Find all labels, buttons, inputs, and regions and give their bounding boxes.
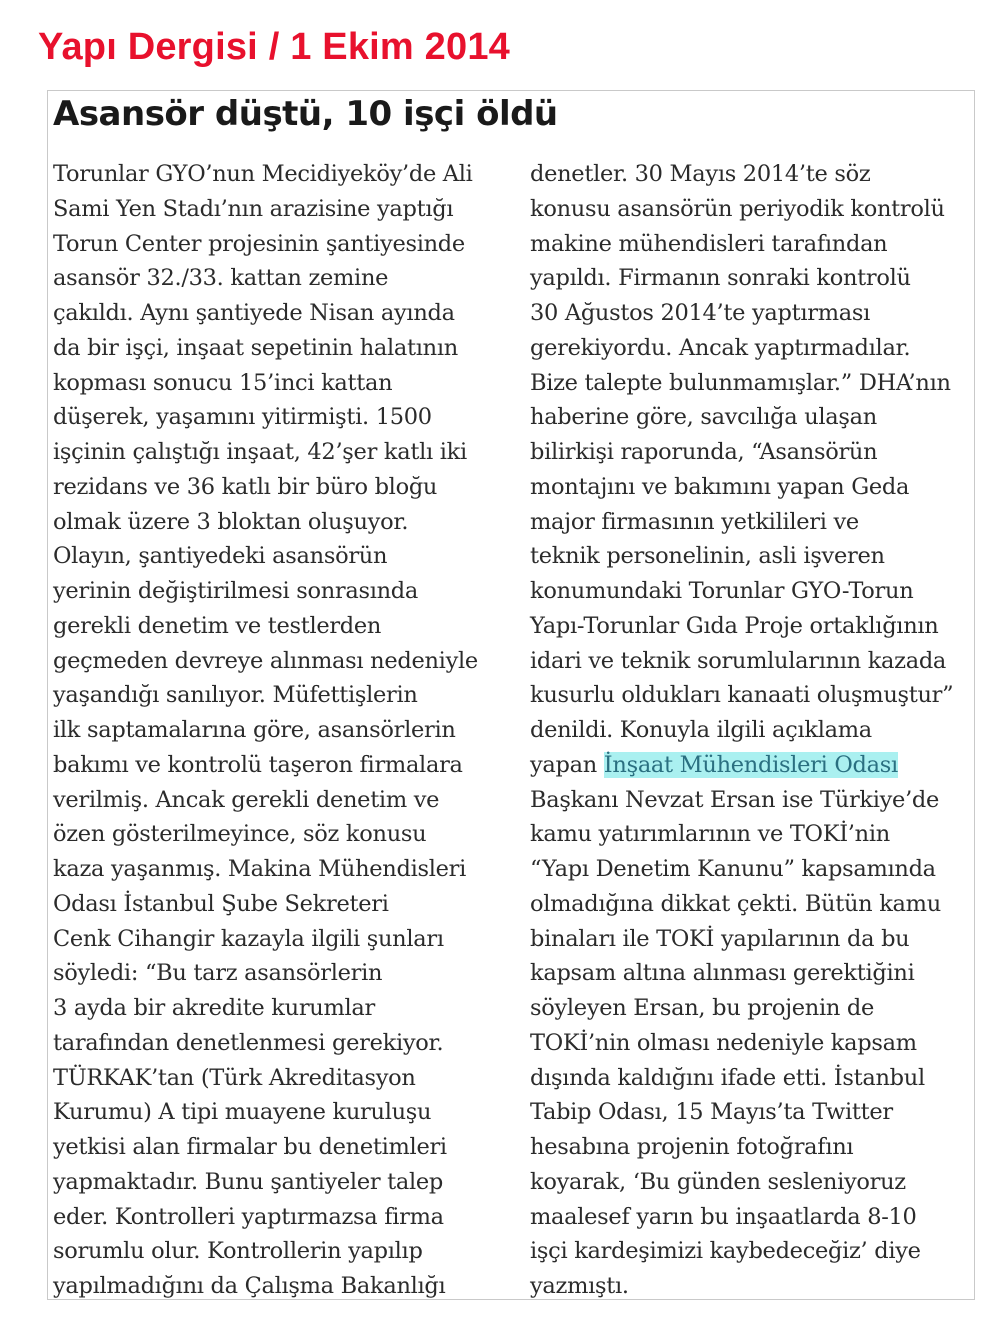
article-line: kapsam altına alınması gerektiğini	[530, 960, 915, 987]
article-line: gerekiyordu. Ancak yaptırmadılar.	[530, 334, 911, 361]
article-line: Torun Center projesinin şantiyesinde	[53, 230, 465, 257]
article-line: tarafından denetlenmesi gerekiyor.	[53, 1029, 444, 1056]
article-line: haberine göre, savcılığa ulaşan	[530, 404, 877, 431]
article-line: koyarak, ‘Bu günden sesleniyoruz	[530, 1168, 906, 1195]
article-line: denildi. Konuyla ilgili açıklama	[530, 717, 872, 743]
article-line: işçinin çalıştığı inşaat, 42’şer katlı iki	[53, 439, 467, 465]
article-line-highlighted	[530, 748, 976, 783]
article-line: “Yapı Denetim Kanunu” kapsamında	[530, 856, 936, 882]
article-line: düşerek, yaşamını yitirmişti. 1500	[53, 404, 432, 431]
article-line: dışında kaldığını ifade etti. İstanbul	[530, 1064, 925, 1091]
article-line: denetler. 30 Mayıs 2014’te söz	[530, 161, 871, 187]
article-line: geçmeden devreye alınması nedeniyle	[53, 647, 478, 674]
article-line: Yapı-Torunlar Gıda Proje ortaklığının	[530, 612, 939, 639]
article-line: kaza yaşanmış. Makina Mühendisleri	[53, 856, 467, 882]
article-line: eder. Kontrolleri yaptırmazsa firma	[53, 1203, 444, 1230]
article-line: bilirkişi raporunda, “Asansörün	[530, 439, 878, 465]
article-line: idari ve teknik sorumlularının kazada	[530, 647, 947, 674]
article-line: ilk saptamalarına göre, asansörlerin	[53, 717, 456, 743]
article-line: Olayın, şantiyedeki asansörün	[53, 543, 388, 570]
article-line: da bir işçi, inşaat sepetinin halatının	[53, 334, 458, 361]
article-line: TÜRKAK’tan (Türk Akreditasyon	[53, 1064, 416, 1091]
article-line: kusurlu oldukları kanaati oluşmuştur”	[530, 682, 954, 709]
article-line: 30 Ağustos 2014’te yaptırması	[530, 300, 870, 326]
article-line: yapılmadığını da Çalışma Bakanlığı	[53, 1273, 446, 1299]
article-line: hesabına projenin fotoğrafını	[530, 1134, 854, 1160]
article-line: yapıldı. Firmanın sonraki kontrolü	[530, 265, 911, 292]
article-line: söyledi: “Bu tarz asansörlerin	[53, 960, 383, 987]
article-line: Sami Yen Stadı’nın arazisine yaptığı	[53, 195, 454, 222]
article-line: kopması sonucu 15’inci kattan	[53, 369, 393, 396]
article-line: olmak üzere 3 bloktan oluşuyor.	[53, 508, 409, 535]
article-line: konumundaki Torunlar GYO-Torun	[530, 578, 914, 604]
article-column-right	[530, 157, 976, 1304]
source-header: Yapı Dergisi / 1 Ekim 2014	[38, 26, 511, 68]
article-line: makine mühendisleri tarafından	[530, 230, 888, 257]
article-line: yaşandığı sanılıyor. Müfettişlerin	[53, 682, 418, 709]
article-line: Tabip Odası, 15 Mayıs’ta Twitter	[530, 1099, 893, 1126]
highlight-prefix: yapan	[530, 751, 604, 778]
article-line: major firmasının yetkilileri ve	[530, 508, 859, 535]
article-line: Kurumu) A tipi muayene kuruluşu	[53, 1099, 432, 1126]
article-line: yapmaktadır. Bunu şantiyeler talep	[53, 1168, 444, 1195]
article-line: bakımı ve kontrolü taşeron firmalara	[53, 751, 463, 778]
article-line: gerekli denetim ve testlerden	[53, 612, 382, 639]
article-line: rezidans ve 36 katlı bir büro bloğu	[53, 473, 438, 500]
article-line: Başkanı Nevzat Ersan ise Türkiye’de	[530, 786, 940, 813]
article-line: yerinin değiştirilmesi sonrasında	[53, 578, 419, 604]
article-line: Odası İstanbul Şube Sekreteri	[53, 890, 389, 917]
article-line: asansör 32./33. kattan zemine	[53, 265, 389, 292]
article-line: montajını ve bakımını yapan Geda	[530, 473, 910, 500]
article-line: çakıldı. Aynı şantiyede Nisan ayında	[53, 300, 455, 326]
article-line: özen gösterilmeyince, söz konusu	[53, 821, 427, 848]
article-line: Cenk Cihangir kazayla ilgili şunları	[53, 925, 444, 952]
article-line: konusu asansörün periyodik kontrolü	[530, 195, 945, 222]
article-line: TOKİ’nin olması nedeniyle kapsam	[530, 1029, 917, 1056]
article-line: olmadığına dikkat çekti. Bütün kamu	[530, 890, 941, 917]
article-line: işçi kardeşimizi kaybedeceğiz’ diye	[530, 1238, 921, 1265]
article-line: binaları ile TOKİ yapılarının da bu	[530, 925, 910, 952]
article-clipping	[47, 90, 975, 1300]
article-line: kamu yatırımlarının ve TOKİ’nin	[530, 821, 890, 848]
article-line: teknik personelinin, asli işveren	[530, 543, 885, 570]
article-line: söyleyen Ersan, bu projenin de	[530, 995, 875, 1021]
article-line: Bize talepte bulunmamışlar.” DHA’nın	[530, 369, 951, 396]
highlighted-organization: İnşaat Mühendisleri Odası	[603, 751, 898, 778]
article-line: sorumlu olur. Kontrollerin yapılıp	[53, 1238, 423, 1265]
article-line: verilmiş. Ancak gerekli denetim ve	[53, 786, 440, 813]
article-line: maalesef yarın bu inşaatlarda 8-10	[530, 1203, 917, 1230]
article-line: yetkisi alan firmalar bu denetimleri	[53, 1134, 447, 1160]
article-line: 3 ayda bir akredite kurumlar	[53, 995, 375, 1021]
article-headline: Asansör düştü, 10 işçi öldü	[53, 94, 558, 134]
article-line: Torunlar GYO’nun Mecidiyeköy’de Ali	[53, 161, 473, 187]
article-line: yazmıştı.	[530, 1273, 629, 1299]
article-column-left	[53, 157, 513, 1304]
